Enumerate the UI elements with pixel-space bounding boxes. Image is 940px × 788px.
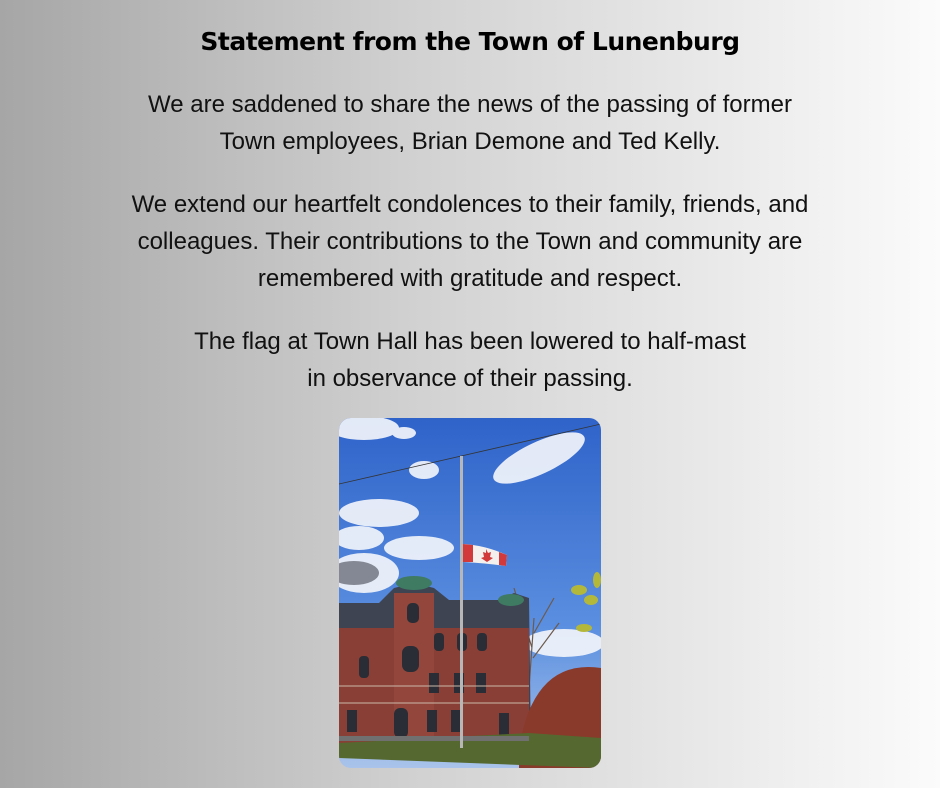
paragraph-passing-news	[0, 86, 940, 160]
text-line: We extend our heartfelt condolences to their family, friends, and	[131, 191, 809, 218]
flagpole	[460, 456, 463, 748]
paragraph-condolences	[0, 186, 940, 297]
text-line: remembered with gratitude and respect.	[257, 265, 683, 292]
town-hall-illustration	[339, 418, 601, 768]
paragraph-flag-notice	[0, 323, 940, 397]
text-line: Town employees, Brian Demone and Ted Kelly.	[219, 128, 721, 155]
text-line: colleagues. Their contributions to the Town and community are	[137, 228, 803, 255]
statement-title: Statement from the Town of Lunenburg	[200, 27, 740, 56]
text-line: We are saddened to share the news of the passing of former	[148, 91, 792, 118]
text-line: The flag at Town Hall has been lowered to half-mast	[194, 328, 746, 355]
text-line: in observance of their passing.	[307, 365, 633, 392]
town-hall-flag-photo	[339, 418, 601, 768]
